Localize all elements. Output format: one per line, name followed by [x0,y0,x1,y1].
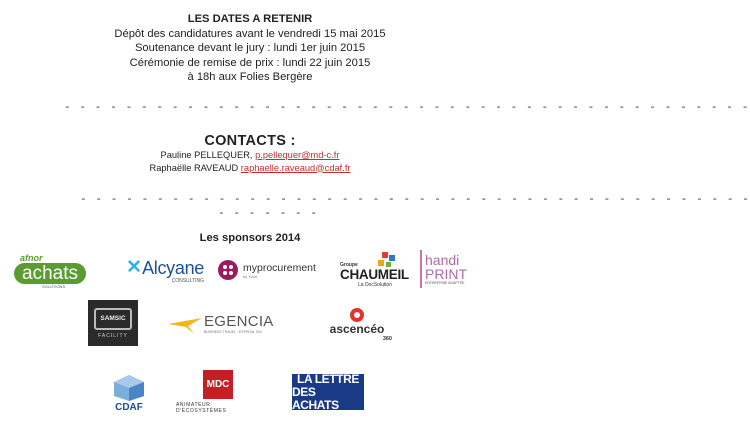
contact-name: Pauline PELLEQUER, [160,150,256,160]
sponsor-logo-samsic[interactable] [88,300,138,346]
alcyane-x-icon: ✕ [126,257,143,278]
samsic-main-text: SAMSIC [94,308,132,330]
samsic-sub-text: FACILITY [98,332,128,339]
egencia-plane-icon [168,314,202,334]
lettre-line2-text: DES ACHATS [292,384,339,412]
date-line-defense: Soutenance devant le jury : lundi 1er juin 2015 [134,42,366,55]
afnor-sub-text: SOLUTIONS [42,283,66,289]
ascenceo-main-text: ascencéo [329,321,385,336]
contact-email-link[interactable]: p.pellequer@md-c.fr [255,150,340,160]
afnor-main-text: achats [14,263,86,284]
dates-title: LES DATES A RETENIR [187,13,313,25]
sponsor-logo-myprocurement[interactable] [216,256,320,284]
sponsor-logo-afnor[interactable] [14,252,90,290]
myprocurement-main-text: myprocurement [243,261,316,274]
contacts-section [100,133,400,174]
mdc-sub-text: ANIMATEUR D'ÉCOSYSTÈMES [176,402,227,414]
myprocurement-dots-icon [216,258,240,282]
sponsor-logo-egencia[interactable] [168,310,288,338]
chaumeil-sub-text: La DocSolution [358,282,392,288]
handiprint-main-text: handi [425,251,460,268]
chaumeil-main-text: CHAUMEIL [340,267,409,282]
afnor-top-text: afnor [20,252,43,263]
sponsor-logo-handiprint[interactable] [420,250,474,288]
cdaf-cube-icon [113,374,145,402]
contact-email-link[interactable]: raphaelle.raveaud@cdaf.fr [240,162,351,173]
contact-pauline [100,149,400,162]
date-line-venue: à 18h aux Folies Bergère [187,71,313,84]
ascenceo-num-text: 360 [382,335,392,342]
separator-1: - - - - - - - - - - - - - - - - - - - - - - - - - - - - - - - - - - - - - - - - - - - - - [64,102,750,114]
date-line-deposit: Dépôt des candidatures avant le vendredi 15 mai 2015 [114,27,386,40]
sponsor-logo-alcyane[interactable] [104,256,204,286]
dates-section [110,12,390,85]
contact-raphaelle [100,162,400,175]
myprocurement-sub-text: by Yvon [243,273,258,279]
lettre-line1-text: LA LETTRE [297,371,359,386]
alcyane-main-text: Alcyane [142,258,204,278]
sponsors-title: Les sponsors 2014 [199,232,301,244]
mdc-main-text: MDC [203,370,233,399]
separator-2: - - - - - - - - - - - - - - - - - - - - - - - - - - - - - - - - - - - - - - - - - - - - [80,194,750,206]
handiprint-sub-text: ENTREPRISE ADAPTÉE [425,280,465,285]
sponsor-logo-ascenceo[interactable] [322,304,392,344]
date-line-ceremony: Cérémonie de remise de prix : lundi 22 juin 2015 [129,56,371,69]
sponsor-logo-chaumeil[interactable] [340,250,410,290]
contacts-title: CONTACTS : [204,133,296,149]
alcyane-sub-text: CONSULTING [171,278,204,284]
handiprint-main2-text: PRINT [425,265,467,282]
cdaf-main-text: CDAF [115,401,143,413]
chaumeil-squares-icon [376,252,396,268]
ascenceo-circle-icon [349,307,365,323]
sponsor-logo-mdc[interactable] [176,370,260,414]
contact-name: Raphaëlle RAVEAUD [149,162,241,173]
chaumeil-top-text: Groupe [340,262,358,268]
egencia-main-text: EGENCIA [204,312,274,330]
egencia-sub-text: BUSINESS TRAVEL · EXPEDIA, INC. [204,329,264,334]
sponsor-logo-lettre-des-achats[interactable] [292,371,364,412]
sponsor-logo-cdaf[interactable] [110,372,148,414]
separator-2-continued: - - - - - - - [218,208,319,220]
